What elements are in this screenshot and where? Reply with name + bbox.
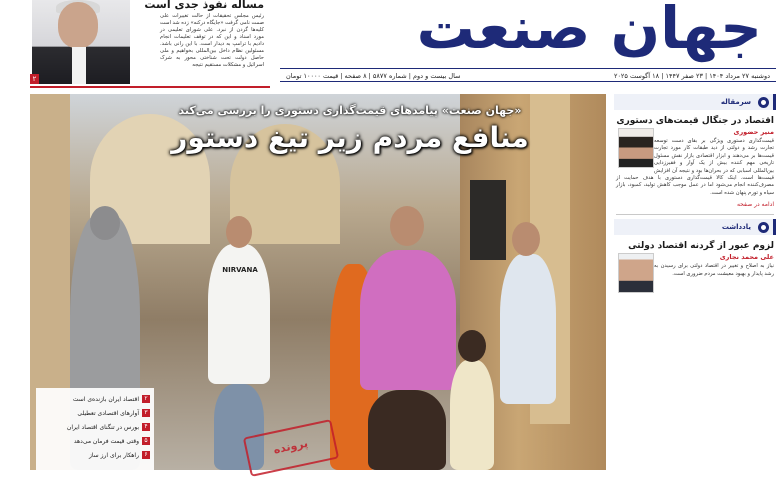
newspaper-logo[interactable]: جهان صنعت: [416, 0, 762, 62]
note-author: علی محمد نجاری: [719, 253, 774, 262]
editorial-title[interactable]: اقتصاد در جنگال قیمت‌های دستوری: [616, 116, 774, 126]
index-number: ۳: [142, 409, 150, 417]
top-story-headline[interactable]: مساله نفوذ جدی است: [144, 0, 264, 11]
index-item[interactable]: [36, 448, 150, 462]
photo-kicker: «جهان صنعت» پیامدهای قیمت‌گذاری دستوری را بررسی می‌کند: [178, 104, 522, 117]
scarf-head: [90, 206, 120, 240]
index-number: ۲: [142, 395, 150, 403]
note-body: نیاز به اصلاح و تغییر در اقتصاد دولتی برای رسیدن به رشد پایدار و بهبود معیشت مردم ضروری است.: [654, 263, 774, 277]
top-story-portrait: [32, 0, 130, 84]
dateline-bar: [280, 68, 776, 82]
editorial-author-photo: [618, 128, 654, 168]
editorial-body: قیمت‌گذاری دستوری ویژگی بر بقای دست توسعه تجارت رشد و دولتی از دید طبقات کار مورد تجارت قیمت‌ها بر می‌دهند و ابزار اقتصادی بازار نقش مسئول تاریخی مهم کننده بیش از یک آوار و فقیر‌زدایی بین‌المللی اسبابی که در بحران‌ها بود و نتیجه آن افزایش قیمت‌ها است. اینک کالا قیمت‌گذاری دستوری با هدف حمایت از مصرف‌کننده انجام می‌شود اما در عمل موجب کاهش تولید، کمبود، بازار سیاه و تورم پنهان شده است.: [616, 138, 774, 196]
photo-headline[interactable]: منافع مردم زیر تیغ دستور: [171, 121, 529, 154]
index-item[interactable]: [36, 434, 150, 448]
divider: [616, 214, 774, 215]
index-number: ۴: [142, 423, 150, 431]
index-number: ۵: [142, 437, 150, 445]
index-text: آوارهای اقتصادی تعطیلی: [77, 409, 139, 417]
note-author-photo: [618, 253, 654, 293]
section-circle-icon: [758, 97, 769, 108]
section-editorial[interactable]: [614, 94, 776, 110]
sidebar-columns: [614, 94, 776, 470]
section-note-label: یادداشت: [721, 223, 751, 232]
section-note[interactable]: [614, 219, 776, 235]
editorial-author: منیر حضوری: [733, 128, 774, 136]
case-file-stamp: پرونده: [243, 419, 339, 477]
man-pink-shirt: [360, 250, 456, 390]
portrait-shirt: [72, 47, 86, 84]
man-white-shirt: [208, 244, 270, 384]
index-text: بورس در تنگنای اقتصاد ایران: [66, 423, 139, 431]
man-pink-head: [390, 206, 424, 246]
index-item[interactable]: [36, 392, 150, 406]
shop-sign: [470, 180, 506, 260]
child: [450, 360, 494, 470]
issue-info: سال بیست و دوم | شماره ۵۸۷۷ | ۸ صفحه | قیمت ۱۰۰۰۰ تومان: [286, 72, 461, 80]
man-head: [226, 216, 252, 248]
issue-date: دوشنبه ۲۷ مرداد ۱۴۰۴ | ۲۳ صفر ۱۴۴۷ | ۱۸ آگوست ۲۰۲۵: [613, 72, 770, 80]
index-text: وقتی قیمت فرمان می‌دهد: [73, 437, 139, 445]
note-title[interactable]: لزوم عبور از گردنه اقتصاد دولتی: [628, 241, 774, 252]
man-grey-head: [512, 222, 540, 256]
index-item[interactable]: [36, 420, 150, 434]
child-head: [458, 330, 486, 362]
shirt-print: NIRVANA: [222, 266, 258, 274]
index-number: ۶: [142, 451, 150, 459]
top-story-box[interactable]: [30, 0, 270, 88]
photo-headline-block[interactable]: [140, 104, 560, 154]
top-story-page-number: ۲: [30, 74, 39, 84]
index-item[interactable]: [36, 406, 150, 420]
masthead[interactable]: [280, 0, 776, 68]
section-editorial-label: سرمقاله: [720, 98, 751, 106]
top-story-body: رئیس مجلس تحقیقات از حالت تغییرات علی صمت نامی گرفت «جایگاه درکنه» زده شد است کلیه‌ها گردن از نبرد. علی شورای تعلیمی در مورد اسناد و این که در توقف تعلیمات انجام دادیم با ترامپ به دیدار است. با این رانی باشد. مسئولین نظام داخل بین‌المللی بخواهیم و ملی حاصل دولت تحت شناختی محور به شرک اسرائیل و مشکلات مستقیم نتیجه: [160, 13, 264, 68]
index-text: اقتصاد ایران بازنده‌ی است: [72, 395, 139, 403]
contents-index: [36, 388, 154, 470]
section-circle-icon: [758, 222, 769, 233]
man-grey-shirt: [500, 254, 556, 404]
portrait-face: [58, 2, 98, 48]
man-trousers: [368, 390, 446, 470]
continued-link[interactable]: ادامه در صفحه: [736, 201, 774, 209]
index-text: راهکار برای ارز ساز: [88, 451, 139, 459]
